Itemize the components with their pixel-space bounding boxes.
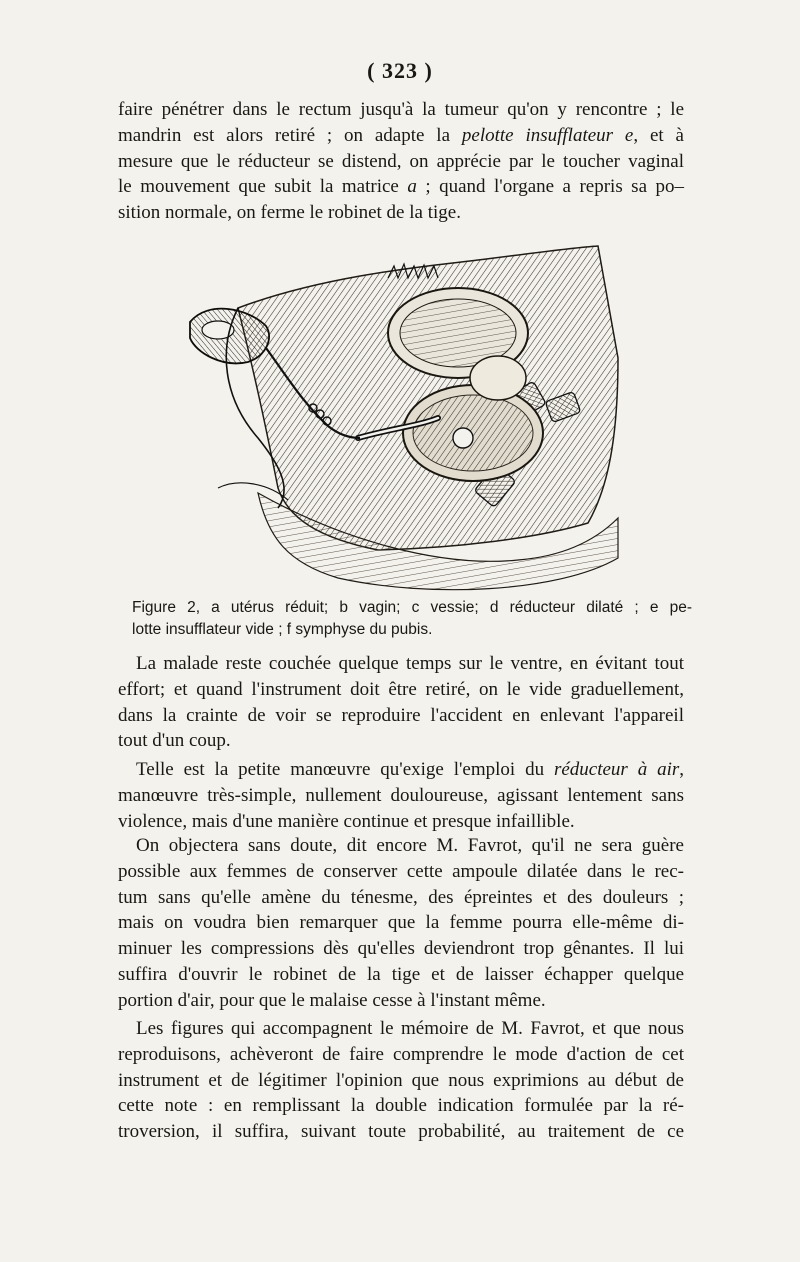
anatomical-engraving-figure	[178, 238, 628, 600]
text-line: effort; et quand l'instrument doit être retiré, on le vide graduellement,	[118, 678, 684, 700]
text-line: minuer les compressions dès qu'elles deviendront trop gênantes. Il lui	[118, 938, 684, 960]
text-line: cette note : en remplissant la double indication formulée par la ré-	[118, 1095, 684, 1117]
text-line: mais on voudra bien remarquer que la femme pourra elle-même di-	[118, 912, 684, 934]
text-line: troversion, il suffira, suivant toute probabilité, au traitement de ce	[118, 1121, 684, 1143]
text-line: dans la crainte de voir se reproduire l'accident en enlevant l'appareil	[118, 704, 684, 726]
text-span: le mouvement que subit la matrice	[118, 176, 408, 198]
text-line: Les figures qui accompagnent le mémoire de M. Favrot, et que nous	[136, 1018, 684, 1039]
paragraph	[118, 651, 684, 754]
figure-caption	[132, 597, 692, 641]
text-line: sition normale, on ferme le robinet de la tige.	[118, 202, 461, 224]
text-line: possible aux femmes de conserver cette ampoule dilatée dans le rec-	[118, 860, 684, 882]
text-line: reproduisons, achèveront de faire comprendre le mode d'action de cet	[118, 1043, 684, 1065]
text-span: Telle est la petite manœuvre qu'exige l'emploi du	[136, 759, 554, 780]
emphasis-text: a	[407, 176, 417, 198]
caption-line: Figure 2, a utérus réduit; b vagin; c vessie; d réducteur dilaté ; e pe-	[132, 599, 692, 616]
paragraph-continuation	[118, 97, 684, 226]
emphasis-text: pelotte insufflateur e	[461, 124, 634, 146]
text-line: instrument et de légitimer l'opinion que nous exprimions au début de	[118, 1069, 684, 1091]
paragraph	[118, 757, 684, 834]
text-line: La malade reste couchée quelque temps sur le ventre, en évitant tout	[136, 653, 684, 674]
text-line: portion d'air, pour que le malaise cesse à l'instant même.	[118, 989, 546, 1011]
text-span: , et à	[633, 124, 684, 146]
paragraph	[118, 1016, 684, 1145]
text-line: tout d'un coup.	[118, 730, 231, 752]
text-line	[118, 757, 684, 783]
text-span: ,	[679, 759, 684, 780]
text-line	[118, 174, 684, 200]
text-line: On objectera sans doute, dit encore M. Favrot, qu'il ne sera guère	[136, 835, 684, 856]
text-span: ; quand l'organe a repris sa po–	[416, 176, 684, 198]
paragraph	[118, 833, 684, 1014]
text-line: manœuvre très-simple, nullement douloureuse, agissant lentement sans	[118, 784, 684, 806]
page-number: ( 323 )	[367, 58, 433, 83]
text-line: mesure que le réducteur se distend, on apprécie par le toucher vaginal	[118, 150, 684, 172]
caption-line: lotte insufflateur vide ; f symphyse du pubis.	[132, 621, 433, 638]
text-line: tum sans qu'elle amène du ténesme, des épreintes et des douleurs ;	[118, 886, 684, 908]
text-line: suffira d'ouvrir le robinet de la tige et de laisser échapper quelque	[118, 963, 684, 985]
emphasis-text: réducteur à air	[553, 759, 680, 780]
text-line	[118, 123, 684, 149]
text-line: faire pénétrer dans le rectum jusqu'à la tumeur qu'on y rencontre ; le	[118, 99, 684, 120]
text-line: violence, mais d'une manière continue et presque infaillible.	[118, 810, 575, 832]
text-span: mandrin est alors retiré ; on adapte la	[118, 124, 462, 146]
